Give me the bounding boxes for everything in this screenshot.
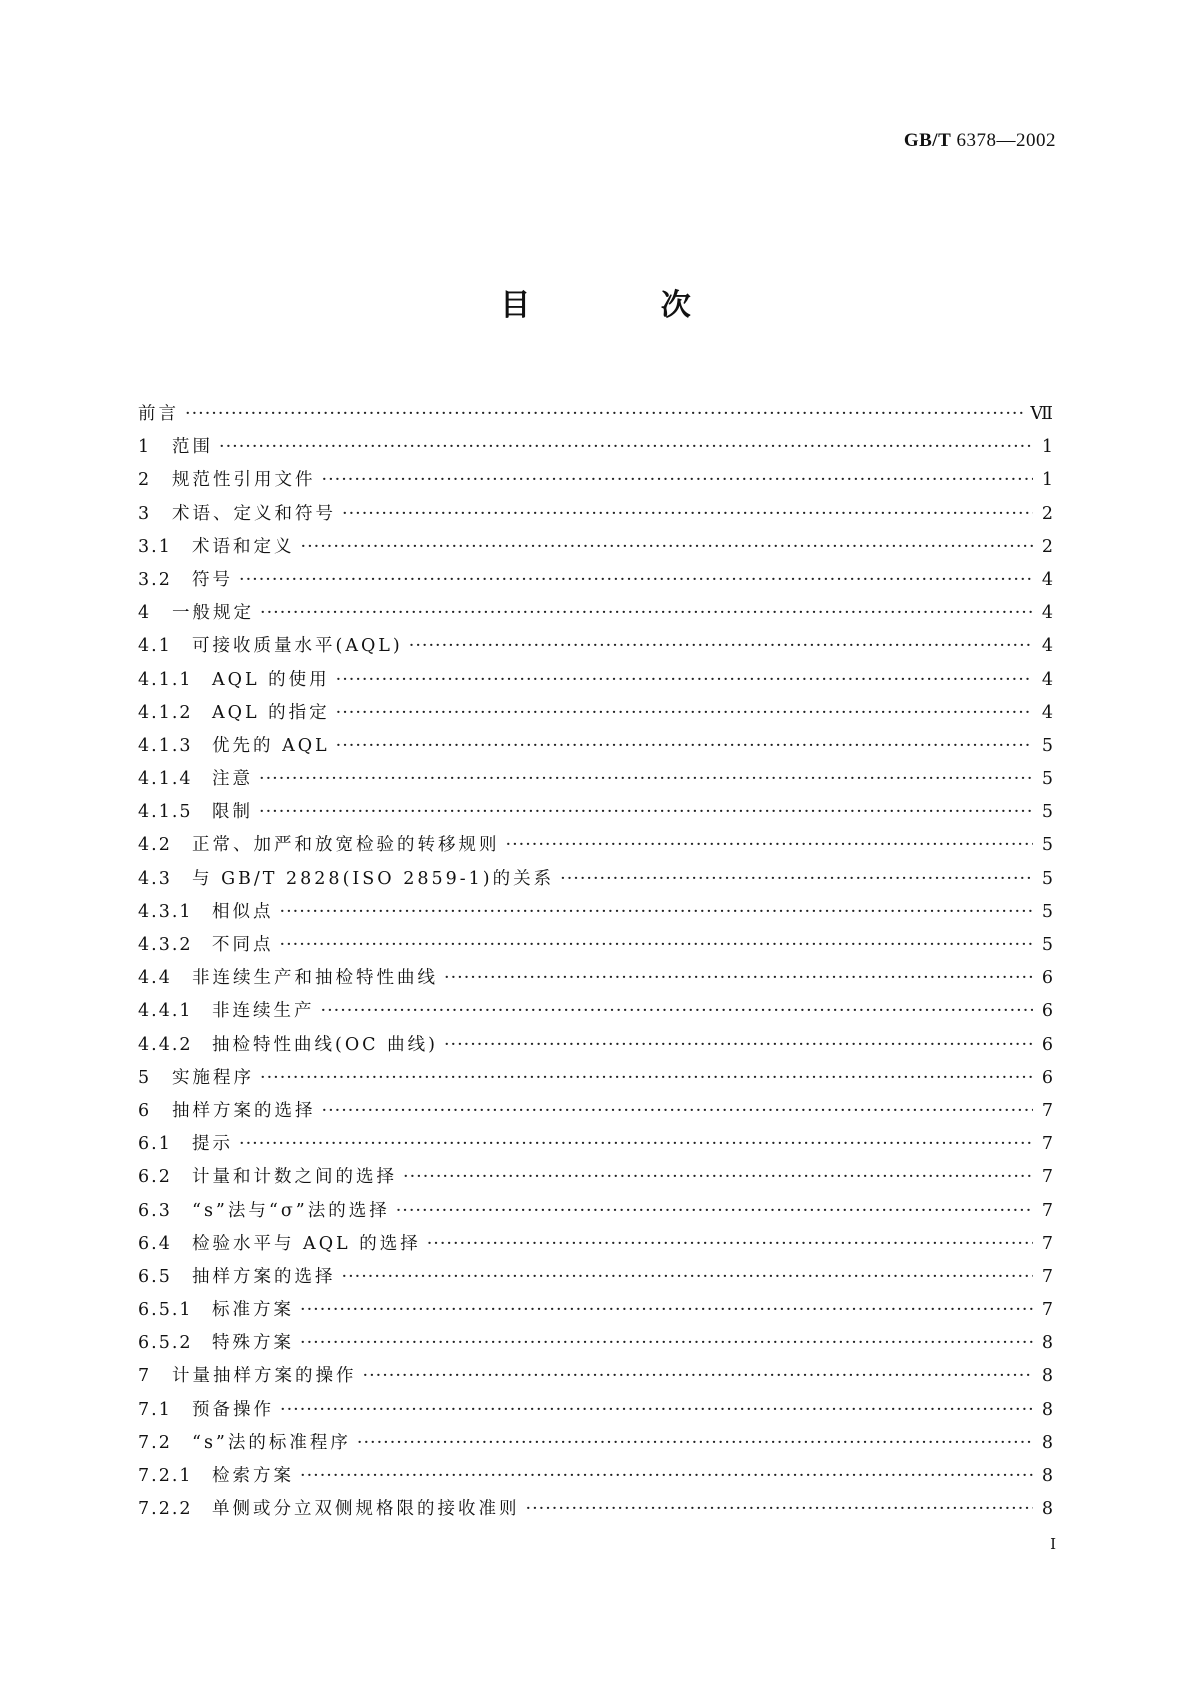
toc-entry-page: Ⅶ	[1030, 404, 1053, 424]
toc-entry-page: 7	[1041, 1134, 1053, 1155]
toc-entry-title: 抽检特性曲线(OC 曲线)	[212, 1034, 438, 1055]
toc-leader-dots	[280, 935, 1034, 955]
toc-entry[interactable]	[138, 798, 1053, 831]
toc-entry[interactable]	[138, 1329, 1053, 1362]
toc-entry[interactable]	[138, 1031, 1053, 1064]
toc-entry[interactable]	[138, 533, 1053, 566]
toc-leader-dots	[560, 869, 1033, 889]
toc-entry[interactable]	[138, 732, 1053, 765]
toc-leader-dots	[301, 537, 1034, 557]
toc-entry-page: 5	[1041, 802, 1053, 823]
toc-entry-page: 6	[1041, 1001, 1053, 1022]
toc-entry-number: 4.3.1	[138, 901, 193, 922]
toc-entry[interactable]	[138, 898, 1053, 931]
toc-entry-page: 8	[1041, 1432, 1053, 1453]
toc-entry-number: 7	[138, 1366, 152, 1387]
toc-entry-number: 7.2	[138, 1432, 172, 1453]
toc-entry-page: 4	[1041, 702, 1053, 723]
toc-entry-page: 7	[1041, 1233, 1053, 1254]
toc-entry-page: 2	[1041, 503, 1053, 524]
page-title: 目 次	[500, 288, 751, 323]
toc-entry[interactable]	[138, 1263, 1053, 1296]
toc-entry[interactable]	[138, 1362, 1053, 1395]
toc-leader-dots	[396, 1201, 1033, 1221]
toc-entry-number: 4.1.5	[138, 802, 193, 823]
toc-entry-number: 4.1	[138, 636, 172, 657]
toc-leader-dots	[444, 968, 1033, 988]
toc-entry-page: 2	[1041, 536, 1053, 557]
toc-entry-number: 4.2	[138, 835, 172, 856]
toc-entry-number: 4	[138, 603, 152, 624]
toc-entry-title: 计量抽样方案的操作	[172, 1366, 357, 1387]
toc-entry-number: 4.1.1	[138, 669, 193, 690]
toc-entry-number: 6.1	[138, 1134, 172, 1155]
toc-entry[interactable]	[138, 1296, 1053, 1329]
toc-entry-title: 检索方案	[212, 1466, 294, 1486]
toc-entry-title: 术语和定义	[192, 536, 295, 557]
toc-leader-dots	[300, 1300, 1033, 1320]
toc-entry[interactable]	[138, 1163, 1053, 1196]
page-number: I	[1050, 1535, 1056, 1553]
toc-entry-title: 计量和计数之间的选择	[192, 1167, 397, 1188]
toc-entry-page: 7	[1041, 1300, 1053, 1321]
toc-entry-title: 相似点	[212, 901, 274, 922]
toc-entry[interactable]	[138, 1495, 1053, 1528]
toc-entry-number: 6.4	[138, 1233, 172, 1254]
toc-entry-title: 正常、加严和放宽检验的转移规则	[192, 835, 500, 856]
toc-entry-number: 6.5.1	[138, 1300, 193, 1321]
toc-entry-title: 一般规定	[172, 603, 254, 624]
toc-entry[interactable]	[138, 632, 1053, 665]
toc-entry-page: 8	[1041, 1333, 1053, 1354]
toc-entry-number: 7.2.1	[138, 1466, 193, 1486]
toc-entry-page: 8	[1041, 1399, 1053, 1420]
toc-entry-number: 4.4.2	[138, 1034, 193, 1055]
toc-entry-number: 7.1	[138, 1399, 172, 1420]
toc-entry-title: 前言	[138, 404, 179, 424]
toc-entry-page: 8	[1041, 1366, 1053, 1387]
toc-entry[interactable]	[138, 997, 1053, 1030]
toc-entry-number: 3.2	[138, 569, 172, 590]
toc-entry-page: 6	[1041, 1067, 1053, 1088]
toc-leader-dots	[427, 1234, 1033, 1254]
toc-entry[interactable]	[138, 1429, 1053, 1462]
toc-entry-page: 1	[1041, 470, 1053, 491]
toc-entry-page: 6	[1041, 968, 1053, 989]
toc-leader-dots	[342, 504, 1033, 524]
toc-entry-number: 4.1.3	[138, 735, 193, 756]
toc-entry[interactable]	[138, 466, 1053, 499]
standard-code-prefix: GB/T	[903, 130, 952, 151]
toc-entry[interactable]	[138, 1064, 1053, 1097]
toc-entry[interactable]	[138, 666, 1053, 699]
toc-entry-page: 4	[1041, 669, 1053, 690]
toc-entry-title: 提示	[192, 1134, 233, 1155]
toc-leader-dots	[322, 470, 1034, 490]
toc-entry-title: 非连续生产	[212, 1001, 315, 1022]
toc-entry-page: 1	[1041, 437, 1053, 458]
toc-entry-number: 4.3	[138, 868, 172, 889]
toc-leader-dots	[280, 902, 1034, 922]
toc-entry-page: 6	[1041, 1034, 1053, 1055]
table-of-contents	[138, 400, 1053, 1528]
toc-leader-dots	[526, 1499, 1034, 1519]
toc-entry-number: 7.2.2	[138, 1499, 193, 1520]
toc-entry[interactable]	[138, 1230, 1053, 1263]
toc-entry-page: 7	[1041, 1200, 1053, 1221]
toc-entry-title: 抽样方案的选择	[192, 1266, 336, 1287]
toc-entry-page: 8	[1041, 1499, 1053, 1520]
toc-entry-title: 单侧或分立双侧规格限的接收准则	[212, 1499, 520, 1520]
toc-entry-page: 4	[1041, 603, 1053, 624]
toc-entry-number: 6.5.2	[138, 1333, 193, 1354]
toc-entry[interactable]	[138, 1462, 1053, 1495]
toc-entry-title: 不同点	[212, 935, 274, 955]
toc-entry[interactable]	[138, 765, 1053, 798]
toc-entry-page: 4	[1041, 569, 1053, 590]
toc-entry-page: 7	[1041, 1100, 1053, 1121]
toc-entry-title: 符号	[192, 569, 233, 590]
toc-leader-dots	[342, 1267, 1034, 1287]
toc-entry-page: 4	[1041, 636, 1053, 657]
toc-entry[interactable]	[138, 599, 1053, 632]
toc-entry[interactable]	[138, 931, 1053, 964]
toc-leader-dots	[336, 736, 1033, 756]
toc-entry-page: 7	[1041, 1266, 1053, 1287]
toc-entry-page: 5	[1041, 835, 1053, 856]
toc-leader-dots	[444, 1035, 1033, 1055]
toc-leader-dots	[185, 404, 1024, 424]
toc-entry-title: AQL 的指定	[212, 702, 330, 723]
toc-leader-dots	[357, 1433, 1033, 1453]
toc-leader-dots	[322, 1101, 1034, 1121]
toc-entry[interactable]	[138, 400, 1053, 433]
toc-entry-title: 检验水平与 AQL 的选择	[192, 1233, 421, 1254]
toc-entry-number: 1	[138, 437, 152, 458]
toc-leader-dots	[260, 603, 1033, 623]
toc-entry-page: 7	[1041, 1167, 1053, 1188]
toc-entry-title: 优先的 AQL	[212, 735, 330, 756]
toc-entry-title: 规范性引用文件	[172, 470, 316, 491]
toc-entry-title: 术语、定义和符号	[172, 503, 336, 524]
toc-entry[interactable]	[138, 964, 1053, 997]
toc-entry-page: 5	[1041, 769, 1053, 790]
toc-entry-number: 4.1.4	[138, 769, 193, 790]
toc-entry-number: 4.1.2	[138, 702, 193, 723]
toc-entry-title: 范围	[172, 437, 213, 458]
toc-entry-title: 注意	[212, 769, 253, 790]
toc-leader-dots	[403, 1167, 1033, 1187]
toc-entry-page: 5	[1041, 935, 1053, 955]
toc-entry-number: 5	[138, 1067, 152, 1088]
toc-leader-dots	[409, 636, 1033, 656]
toc-entry-number: 6	[138, 1100, 152, 1121]
toc-entry-title: 实施程序	[172, 1067, 254, 1088]
toc-entry-title: 预备操作	[192, 1399, 274, 1420]
toc-entry[interactable]	[138, 699, 1053, 732]
toc-entry[interactable]	[138, 566, 1053, 599]
toc-entry-number: 2	[138, 470, 152, 491]
standard-code	[904, 130, 1056, 152]
toc-entry-title: 抽样方案的选择	[172, 1100, 316, 1121]
toc-leader-dots	[336, 703, 1033, 723]
toc-leader-dots	[219, 437, 1033, 457]
toc-entry-number: 6.3	[138, 1200, 172, 1221]
toc-leader-dots	[259, 802, 1033, 822]
toc-entry-page: 8	[1041, 1466, 1053, 1486]
toc-entry-title: AQL 的使用	[212, 669, 330, 690]
toc-entry-title: 与 GB/T 2828(ISO 2859-1)的关系	[192, 868, 555, 889]
toc-leader-dots	[363, 1366, 1034, 1386]
toc-leader-dots	[300, 1333, 1033, 1353]
toc-entry-number: 3.1	[138, 536, 172, 557]
toc-entry[interactable]	[138, 1197, 1053, 1230]
toc-leader-dots	[300, 1466, 1033, 1486]
toc-entry-page: 5	[1041, 901, 1053, 922]
toc-entry-title: 特殊方案	[212, 1333, 294, 1354]
toc-entry-title: 非连续生产和抽检特性曲线	[192, 968, 438, 989]
toc-entry-number: 4.4.1	[138, 1001, 193, 1022]
standard-code-number: 6378—2002	[956, 130, 1056, 151]
toc-leader-dots	[239, 570, 1033, 590]
toc-entry-title: 标准方案	[212, 1300, 294, 1321]
toc-leader-dots	[506, 835, 1034, 855]
toc-leader-dots	[321, 1001, 1034, 1021]
toc-entry[interactable]	[138, 831, 1053, 864]
toc-leader-dots	[260, 1068, 1033, 1088]
toc-entry[interactable]	[138, 500, 1053, 533]
toc-entry-title: 可接收质量水平(AQL)	[192, 636, 403, 657]
toc-entry[interactable]	[138, 1396, 1053, 1429]
toc-entry-number: 6.5	[138, 1266, 172, 1287]
toc-entry-page: 5	[1041, 735, 1053, 756]
toc-entry-title: “s”法与“σ”法的选择	[192, 1200, 390, 1221]
toc-entry-page: 5	[1041, 868, 1053, 889]
toc-entry-number: 4.3.2	[138, 935, 193, 955]
toc-entry[interactable]	[138, 865, 1053, 898]
toc-entry-number: 6.2	[138, 1167, 172, 1188]
toc-entry-number: 4.4	[138, 968, 172, 989]
toc-entry[interactable]	[138, 433, 1053, 466]
toc-leader-dots	[259, 769, 1033, 789]
toc-leader-dots	[336, 670, 1033, 690]
toc-entry-title: “s”法的标准程序	[192, 1432, 351, 1453]
toc-entry-title: 限制	[212, 802, 253, 823]
toc-entry-number: 3	[138, 503, 152, 524]
toc-leader-dots	[280, 1400, 1033, 1420]
toc-entry[interactable]	[138, 1130, 1053, 1163]
toc-leader-dots	[239, 1134, 1033, 1154]
toc-entry[interactable]	[138, 1097, 1053, 1130]
